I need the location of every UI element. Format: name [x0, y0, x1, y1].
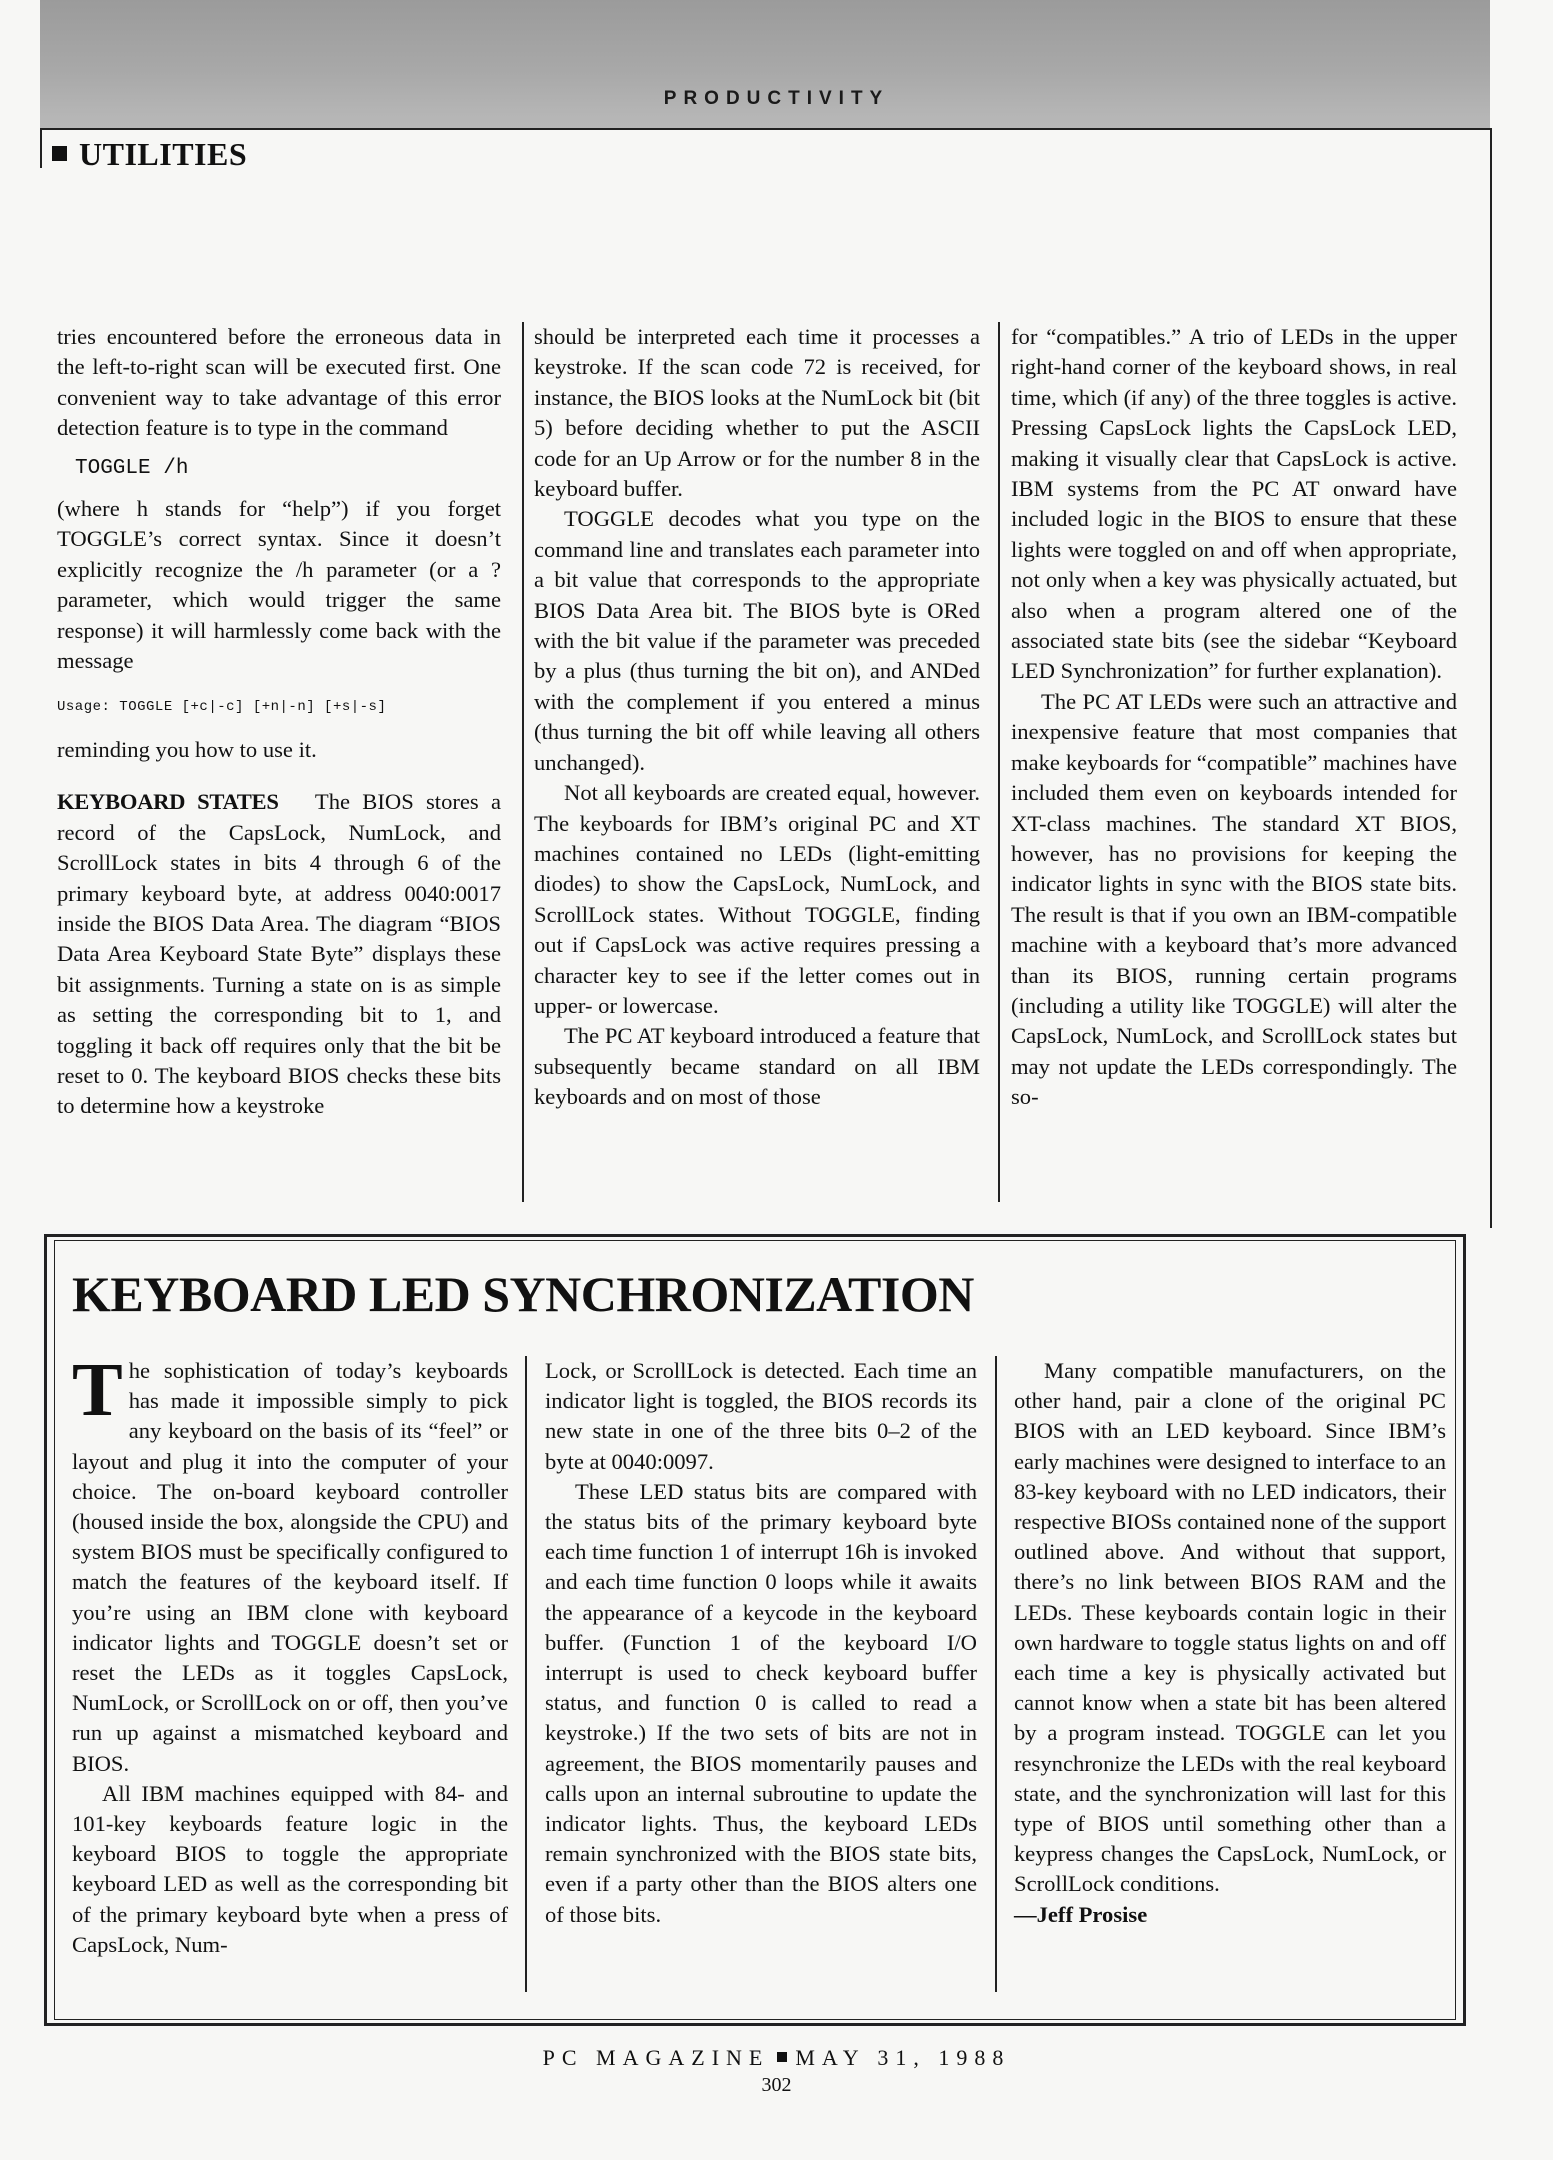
paragraph: Not all keyboards are created equal, however. The keyboards for IBM’s original PC and XT machines contained no LEDs (light-emitting diodes) to show the CapsLock, NumLock, and ScrollLock states. Without TOGGLE, finding out if CapsLock was active requires pressing a character key to see if the letter comes out in upper- or lowercase. [534, 780, 980, 1018]
paragraph: The PC AT LEDs were such an attractive and inexpensive feature that most companies that make keyboards for “compatible” machines have included them even on keyboards intended for XT-class machines. The standard XT BIOS, however, has no provisions for keeping the indicator lights in sync with the BIOS state bits. The result is that if you own an IBM-compatible machine with a keyboard that’s more advanced than its BIOS, running certain programs (including a utility like TOGGLE) will alter the CapsLock, NumLock, and ScrollLock states but may not update the LEDs correspondingly. The so- [1011, 688, 1457, 1110]
paragraph-with-subhead [57, 787, 501, 1121]
article-column-3 [1011, 322, 1457, 1113]
paragraph: reminding you how to use it. [57, 736, 317, 762]
paragraph: tries encountered before the erroneous data in the left-to-right scan will be executed first. One convenient way to take advantage of this error detection feature is to type in the command [57, 324, 501, 441]
kicker-text: UTILITIES [79, 136, 248, 172]
paragraph: These LED status bits are compared with the status bits of the primary keyboard byte each time function 1 of interrupt 16h is invoked and each time function 0 loops while it awaits the appearance of a keycode in the keyboard buffer. (Function 1 of the keyboard I/O interrupt is used to check keyboard buffer status, and function 0 is called to read a keystroke.) If the two sets of bits are not in agreement, the BIOS momentarily pauses and calls upon an internal subroutine to update the indicator lights. Thus, the keyboard LEDs remain synchronized with the BIOS state bits, even if a party other than the BIOS alters one of those bits. [545, 1478, 977, 1927]
paragraph-text: he sophistication of today’s keyboards has made it impossible simply to pick any keyboard on the basis of its “feel” or layout and plug it into the computer of your choice. The on-board keyboard controller (housed inside the box, alongside the CPU) and system BIOS must be specifically configured to match the features of the keyboard itself. If you’re using an IBM clone with keyboard indicator lights and TOGGLE doesn’t set or reset the LEDs as it toggles CapsLock, NumLock, or ScrollLock on or off, then you’ve run up against a mismatched keyboard and BIOS. [72, 1358, 508, 1776]
page-footer [0, 2045, 1553, 2071]
sidebar-column-rule-2 [995, 1356, 997, 1992]
byline: —Jeff Prosise [1014, 1901, 1148, 1927]
magazine-name: PC MAGAZINE [542, 2045, 770, 2070]
left-border [40, 128, 42, 168]
paragraph: TOGGLE decodes what you type on the command line and translates each parameter into a bit value that corresponds to the appropriate BIOS Data Area bit. The BIOS byte is ORed with the bit value if the parameter was preceded by a plus (thus turning the bit on), and ANDed with the complement if you entered a minus (thus turning the bit off while leaving all others unchanged). [534, 506, 980, 775]
paragraph: The PC AT keyboard introduced a feature that subsequently became standard on all IBM keyboards and on most of those [534, 1023, 980, 1110]
sidebar-column-3 [1014, 1356, 1446, 1930]
sidebar-column-2 [545, 1356, 977, 1930]
sidebar-title: KEYBOARD LED SYNCHRONIZATION [72, 1266, 974, 1322]
section-label: PRODUCTIVITY [663, 88, 890, 109]
paragraph: Lock, or ScrollLock is detected. Each time an indicator light is toggled, the BIOS records its new state in one of the three bits 0–2 of the byte at 0040:0097. [545, 1358, 977, 1474]
article-column-2 [534, 322, 980, 1113]
paragraph: (where h stands for “help”) if you forget TOGGLE’s correct syntax. Since it doesn’t explicitly recognize the /h parameter (or a ? parameter, which would trigger the same response) it will harmlessly come back with the message [57, 496, 501, 674]
square-bullet-icon [52, 146, 67, 161]
code-usage-message: Usage: TOGGLE [+c|-c] [+n|-n] [+s|-s] [57, 699, 387, 716]
page-number: 302 [761, 2074, 792, 2096]
subhead: KEYBOARD STATES [57, 789, 279, 815]
paragraph: All IBM machines equipped with 84- and 101-key keyboards feature logic in the keyboard BIOS to toggle the appropriate keyboard LED as well as the corresponding bit of the primary keyboard byte when a press of CapsLock, Num- [72, 1780, 508, 1957]
sidebar-column-rule-1 [525, 1356, 527, 1992]
header-rule [40, 128, 1492, 130]
paragraph: should be interpreted each time it processes a keystroke. If the scan code 72 is received, for instance, the BIOS looks at the NumLock bit (bit 5) before deciding whether to put the ASCII code for an Up Arrow or for the number 8 in the keyboard buffer. [534, 324, 980, 502]
article-column-1 [57, 322, 501, 1122]
square-bullet-icon [777, 2052, 787, 2062]
paragraph [72, 1348, 508, 1779]
department-kicker [52, 136, 247, 173]
drop-cap: T [72, 1348, 123, 1432]
column-rule-2 [998, 322, 1000, 1202]
column-rule-1 [522, 322, 524, 1202]
code-command: TOGGLE /h [75, 456, 189, 480]
sidebar-column-1 [72, 1348, 508, 1960]
issue-date: MAY 31, 1988 [795, 2045, 1011, 2070]
right-border [1490, 128, 1492, 1228]
paragraph: for “compatibles.” A trio of LEDs in the upper right-hand corner of the keyboard shows, in real time, which (if any) of the three toggles is active. Pressing CapsLock lights the CapsLock LED, making it visually clear that CapsLock is active. IBM systems from the PC AT onward have included logic in the BIOS to ensure that these lights were toggled on and off when appropriate, not only when a key was physically actuated, but also when a program altered one of the associated state bits (see the sidebar “Keyboard LED Synchronization” for further explanation). [1011, 324, 1457, 684]
paragraph-text: The BIOS stores a record of the CapsLock, NumLock, and ScrollLock states in bits 4 through 6 of the primary keyboard byte, at address 0040:0017 inside the BIOS Data Area. The diagram “BIOS Data Area Keyboard State Byte” displays these bit assignments. Turning a state on is as simple as setting the corresponding bit to 1, and toggling it back off requires only that the bit be reset to 0. The keyboard BIOS checks these bits to determine how a keystroke [57, 789, 501, 1119]
paragraph: Many compatible manufacturers, on the other hand, pair a clone of the original PC BIOS with an LED keyboard. Since IBM’s early machines were designed to interface to an 83-key keyboard with no LED indicators, their respective BIOSs contained none of the support outlined above. And without that support, there’s no link between BIOS RAM and the LEDs. These keyboards contain logic in their own hardware to toggle status lights on and off each time a key is physically activated but cannot know when a state bit has been altered by a program instead. TOGGLE can let you resynchronize the LEDs with the real keyboard state, and the synchronization will last for this type of BIOS until something other than a keypress changes the CapsLock, NumLock, or ScrollLock conditions. [1014, 1358, 1446, 1897]
